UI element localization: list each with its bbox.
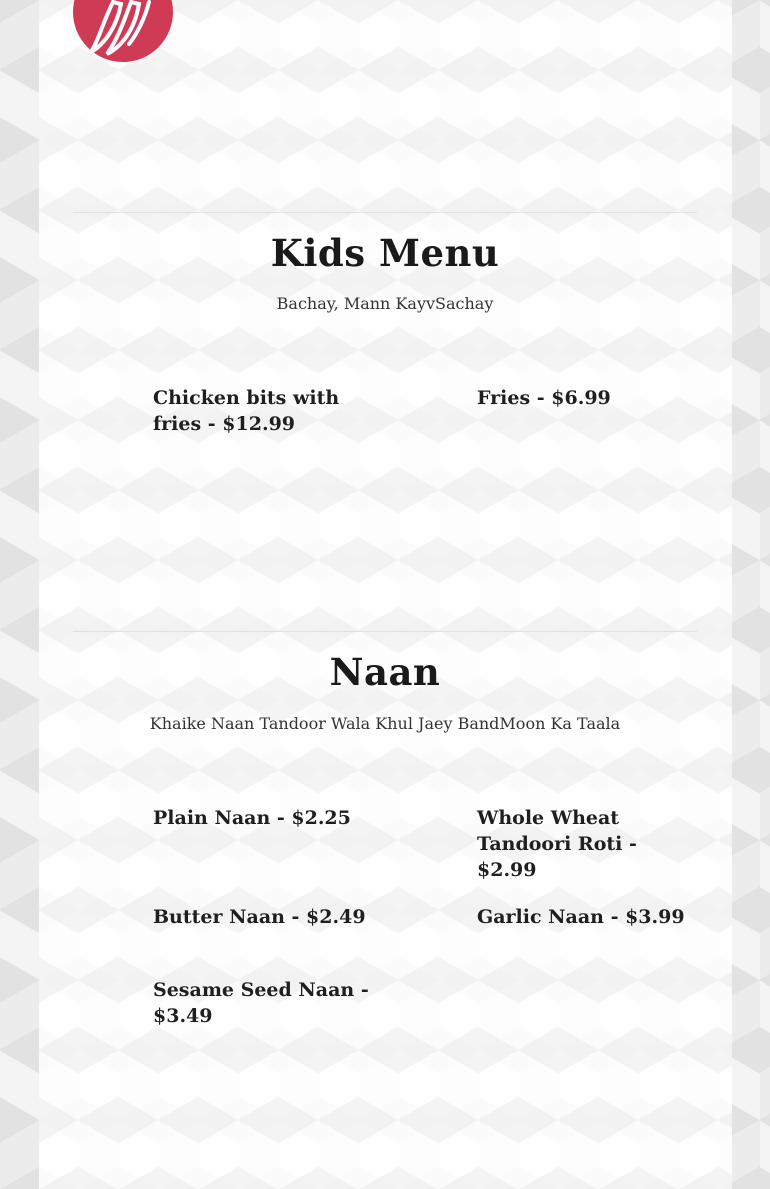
menu-item-whole-wheat-roti: Whole Wheat Tandoori Roti - $2.99 (477, 807, 637, 881)
kids-menu-title: Kids Menu (270, 231, 500, 275)
menu-item-plain-naan: Plain Naan - $2.25 (153, 807, 351, 829)
naan-title: Naan (329, 650, 441, 694)
section-divider (73, 212, 697, 213)
content-panel (39, 0, 732, 1189)
menu-item-garlic-naan: Garlic Naan - $3.99 (477, 906, 685, 928)
naan-subtitle: Khaike Naan Tandoor Wala Khul Jaey BandMoon Ka Taala (149, 714, 621, 733)
section-divider (73, 631, 697, 632)
menu-item-fries: Fries - $6.99 (477, 387, 611, 409)
kids-menu-subtitle: Bachay, Mann KayvSachay (276, 294, 494, 313)
menu-item-sesame-seed-naan: Sesame Seed Naan - $3.49 (153, 979, 369, 1027)
menu-item-butter-naan: Butter Naan - $2.49 (153, 906, 366, 928)
menu-item-chicken-bits: Chicken bits with fries - $12.99 (153, 387, 340, 435)
